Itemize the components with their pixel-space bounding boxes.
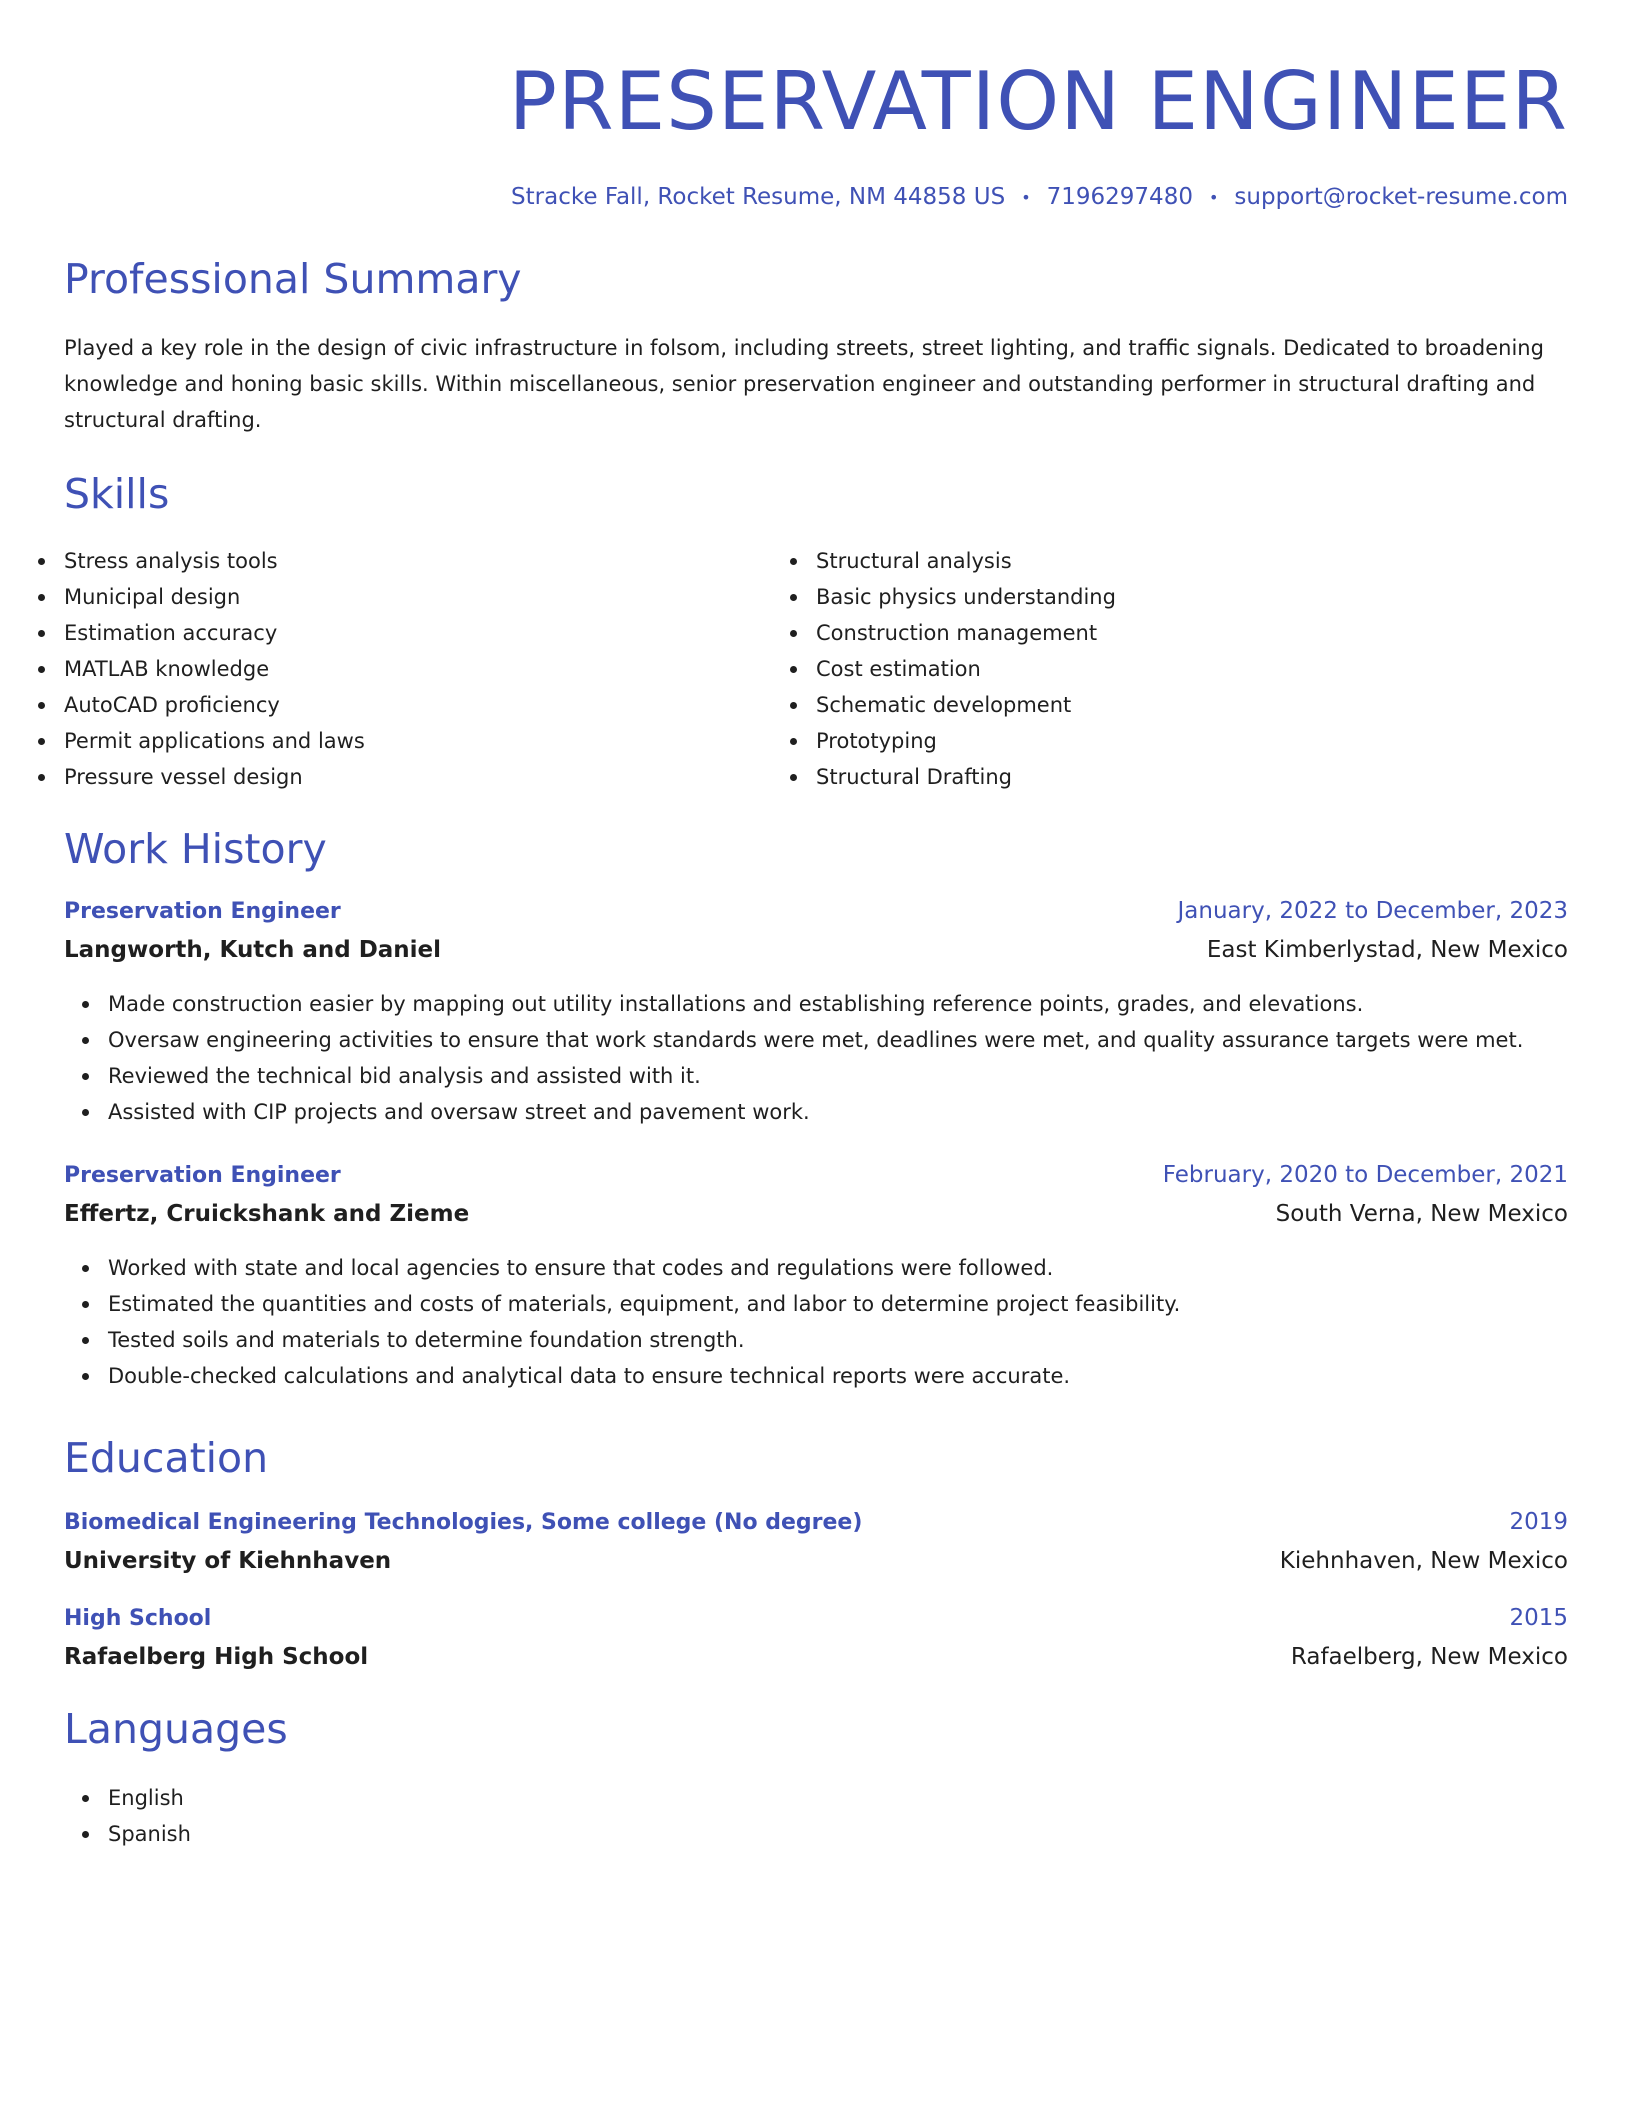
- skill-item: MATLAB knowledge: [64, 651, 816, 687]
- skill-item: Stress analysis tools: [64, 543, 816, 579]
- job-bullet: Double-checked calculations and analytical data to ensure technical reports were accurate.: [108, 1358, 1568, 1394]
- education-entry: [64, 1511, 1568, 1573]
- skill-item: Permit applications and laws: [64, 723, 816, 759]
- contact-separator: •: [1208, 187, 1219, 207]
- job-bullets: [64, 1250, 1568, 1394]
- skill-item: Construction management: [816, 615, 1568, 651]
- job-company-row: [64, 1203, 1568, 1226]
- skill-item: Prototyping: [816, 723, 1568, 759]
- job-dates: January, 2022 to December, 2023: [1177, 898, 1568, 924]
- contact-separator: •: [1021, 187, 1031, 207]
- education-header-row: [64, 1511, 1568, 1534]
- job-bullet: Reviewed the technical bid analysis and assisted with it.: [108, 1058, 1568, 1094]
- education-heading: Education: [64, 1434, 269, 1482]
- skills-heading: Skills: [64, 470, 170, 518]
- job-dates: February, 2020 to December, 2021: [1162, 1162, 1568, 1188]
- education-location: Rafaelberg, New Mexico: [1290, 1644, 1568, 1670]
- education-school-row: [64, 1550, 1568, 1573]
- skill-item: Basic physics understanding: [816, 579, 1568, 615]
- education-degree: Biomedical Engineering Technologies, Some college (No degree): [64, 1510, 863, 1535]
- job-location: South Verna, New Mexico: [1275, 1201, 1568, 1227]
- job-header-row: [64, 900, 1568, 923]
- education-year: 2019: [1509, 1509, 1568, 1535]
- education-school-row: [64, 1646, 1568, 1669]
- job-bullet: Oversaw engineering activities to ensure that work standards were met, deadlines were met, and quality assurance targets were met.: [108, 1022, 1568, 1058]
- summary-text: Played a key role in the design of civic infrastructure in folsom, including streets, street lighting, and traffic signals. Dedicated to broadening knowledge and honing basic skills. Within miscellaneous, senior preservation engineer and outstanding performer in structural drafting and structural drafting.: [64, 336, 1544, 432]
- job-company: Langworth, Kutch and Daniel: [64, 937, 442, 963]
- skills-list-right: [816, 543, 1568, 795]
- skill-item: AutoCAD proficiency: [64, 687, 816, 723]
- job-title: Preservation Engineer: [64, 1163, 341, 1188]
- skill-item: Pressure vessel design: [64, 759, 816, 795]
- education-school: University of Kiehnhaven: [64, 1548, 392, 1574]
- contact-line: [64, 186, 1568, 209]
- job-header-row: [64, 1164, 1568, 1187]
- skill-item: Structural Drafting: [816, 759, 1568, 795]
- language-item: English: [108, 1780, 1568, 1816]
- job-entry: [64, 1164, 1568, 1394]
- contact-address: Stracke Fall, Rocket Resume, NM 44858 US: [511, 184, 1006, 210]
- job-bullet: Estimated the quantities and costs of materials, equipment, and labor to determine project feasibility.: [108, 1286, 1568, 1322]
- languages-list: [64, 1780, 1568, 1852]
- job-bullet: Made construction easier by mapping out utility installations and establishing reference points, grades, and elevations.: [108, 986, 1568, 1022]
- resume-name: PRESERVATION ENGINEER: [508, 55, 1568, 148]
- skill-item: Estimation accuracy: [64, 615, 816, 651]
- job-bullet: Tested soils and materials to determine foundation strength.: [108, 1322, 1568, 1358]
- job-company: Effertz, Cruickshank and Zieme: [64, 1201, 470, 1227]
- job-company-row: [64, 939, 1568, 962]
- contact-phone: 7196297480: [1046, 184, 1193, 210]
- job-entry: [64, 900, 1568, 1130]
- education-entry: [64, 1607, 1568, 1669]
- work-history-heading: Work History: [64, 825, 327, 873]
- education-school: Rafaelberg High School: [64, 1644, 369, 1670]
- job-bullet: Assisted with CIP projects and oversaw street and pavement work.: [108, 1094, 1568, 1130]
- contact-email[interactable]: support@rocket-resume.com: [1234, 184, 1568, 210]
- language-item: Spanish: [108, 1816, 1568, 1852]
- job-title: Preservation Engineer: [64, 899, 341, 924]
- skills-list-left: [64, 543, 816, 795]
- job-location: East Kimberlystad, New Mexico: [1206, 937, 1568, 963]
- summary-heading: Professional Summary: [64, 255, 522, 303]
- languages-heading: Languages: [64, 1705, 288, 1753]
- skill-item: Municipal design: [64, 579, 816, 615]
- skills-grid: [64, 543, 1568, 795]
- skill-item: Schematic development: [816, 687, 1568, 723]
- education-header-row: [64, 1607, 1568, 1630]
- education-degree: High School: [64, 1606, 212, 1631]
- job-bullet: Worked with state and local agencies to ensure that codes and regulations were followed.: [108, 1250, 1568, 1286]
- job-bullets: [64, 986, 1568, 1130]
- skill-item: Cost estimation: [816, 651, 1568, 687]
- skill-item: Structural analysis: [816, 543, 1568, 579]
- education-year: 2015: [1509, 1605, 1568, 1631]
- education-location: Kiehnhaven, New Mexico: [1279, 1548, 1568, 1574]
